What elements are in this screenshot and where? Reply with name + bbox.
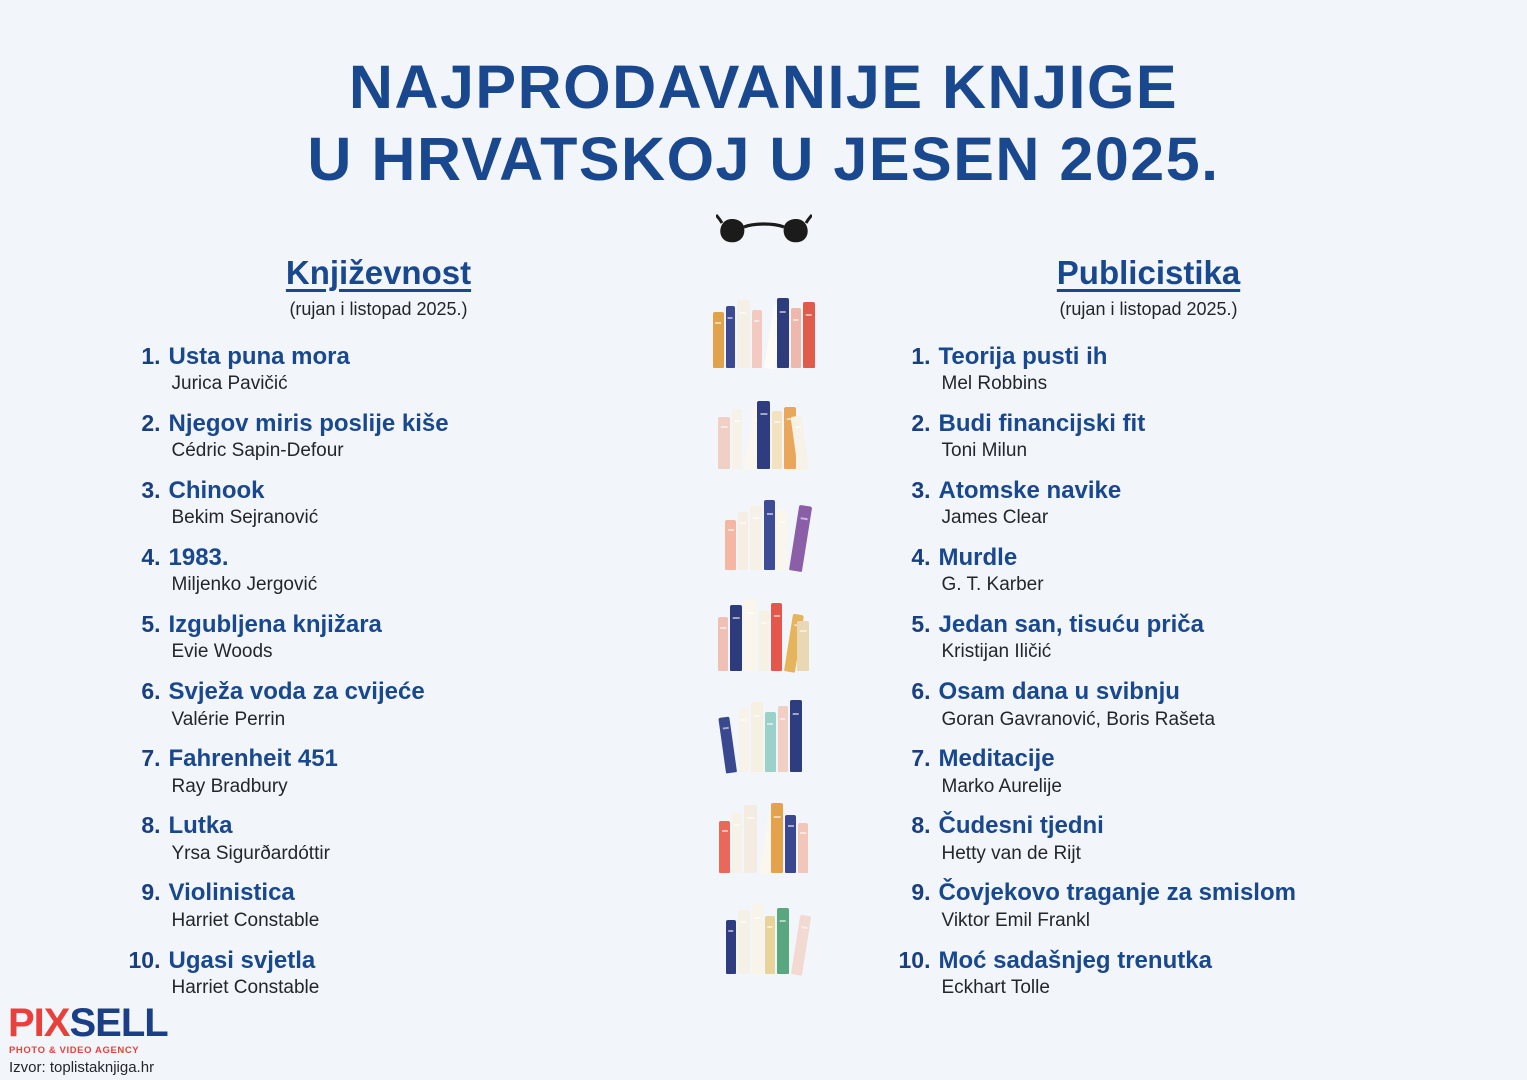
list-item-title: Svježa voda za cvijeće <box>168 678 425 706</box>
list-item <box>119 946 639 1000</box>
list-item-title: Budi financijski fit <box>938 410 1146 437</box>
book-stack-icon <box>703 290 825 368</box>
list-item-title: Izgubljena knjižara <box>168 611 382 639</box>
book-stack-icon <box>703 795 825 873</box>
logo-text-sell: SELL <box>69 1001 168 1045</box>
column-left-heading: Književnost <box>285 253 472 291</box>
page-title-line-1: NAJPRODAVANIJE KNJIGE <box>348 53 1179 121</box>
list-item-rank: 5. <box>141 611 161 638</box>
list-item-title: Teorija pusti ih <box>938 342 1108 370</box>
list-item-author: Hetty van de Rijt <box>941 842 1081 864</box>
list-item <box>889 543 1409 597</box>
list-item <box>119 476 639 530</box>
list-item <box>889 342 1409 396</box>
list-item <box>889 409 1409 463</box>
list-item-rank: 7. <box>141 745 161 772</box>
list-item <box>889 811 1409 865</box>
list-item-rank: 7. <box>911 745 931 772</box>
list-item <box>119 409 639 463</box>
column-knjizevnost <box>119 254 649 1013</box>
column-right-subheading: (rujan i listopad 2025.) <box>1059 298 1238 319</box>
list-item-title: Njegov miris poslije kiše <box>168 410 449 437</box>
column-right-heading: Publicistika <box>1056 253 1241 291</box>
list-item-rank: 4. <box>911 544 931 571</box>
pixsell-logo <box>8 1003 168 1043</box>
list-item <box>889 610 1409 664</box>
list-item-rank: 10. <box>898 946 931 973</box>
list-item-title: Chinook <box>168 477 265 505</box>
page-title <box>0 0 1527 196</box>
list-item-rank: 9. <box>141 879 161 906</box>
book-stack-icon <box>703 593 825 671</box>
list-item-author: Miljenko Jergović <box>171 574 318 596</box>
list-item-title: Violinistica <box>168 879 295 907</box>
list-item-title: Atomske navike <box>938 477 1122 505</box>
list-item-rank: 3. <box>141 477 161 504</box>
list-item-author: Evie Woods <box>171 641 273 663</box>
page-title-line-2: U HRVATSKOJ U JESEN 2025. <box>307 124 1220 193</box>
list-item <box>119 878 639 932</box>
list-item-rank: 2. <box>911 410 931 436</box>
list-item-rank: 5. <box>911 611 931 638</box>
list-item-author: Cédric Sapin-Defour <box>171 440 344 462</box>
list-item <box>119 677 639 731</box>
list-item <box>889 744 1409 798</box>
list-item-title: Čovjekovo traganje za smislom <box>938 879 1296 907</box>
list-item-rank: 10. <box>128 946 161 973</box>
list-item <box>119 744 639 798</box>
list-item-rank: 4. <box>141 544 161 571</box>
list-item-author: Ray Bradbury <box>171 775 288 797</box>
list-item-rank: 3. <box>911 477 931 504</box>
left-list <box>119 342 639 1000</box>
list-item-author: G. T. Karber <box>941 574 1044 596</box>
list-item <box>889 677 1409 731</box>
list-item-author: Marko Aurelije <box>941 775 1062 797</box>
list-item-rank: 6. <box>141 678 161 705</box>
list-item-rank: 1. <box>911 342 931 369</box>
right-list <box>889 342 1409 1000</box>
book-stack-icon <box>703 896 825 974</box>
list-item-rank: 8. <box>911 812 931 839</box>
list-item-title: Lutka <box>168 812 233 840</box>
source-credit: Izvor: toplistaknjiga.hr <box>9 1059 155 1076</box>
book-stack-icon <box>703 391 825 469</box>
book-stack-icon <box>703 492 825 570</box>
list-item <box>119 811 639 865</box>
list-item-author: Harriet Constable <box>171 909 320 931</box>
list-item-author: James Clear <box>941 507 1049 529</box>
book-stack-icon <box>703 694 825 772</box>
list-item-title: 1983. <box>168 544 229 572</box>
book-stacks-decoration <box>649 254 879 997</box>
list-item-author: Eckhart Tolle <box>941 976 1050 998</box>
lists-container <box>0 254 1527 1013</box>
list-item <box>889 476 1409 530</box>
list-item <box>119 342 639 396</box>
list-item <box>889 878 1409 932</box>
list-item <box>889 946 1409 1000</box>
list-item-rank: 1. <box>141 342 161 369</box>
column-left-subheading: (rujan i listopad 2025.) <box>289 298 468 319</box>
list-item-rank: 2. <box>141 410 161 436</box>
list-item-rank: 9. <box>911 879 931 906</box>
logo-text-pix: PIX <box>8 1001 70 1045</box>
list-item-author: Jurica Pavičić <box>171 373 288 395</box>
list-item-author: Kristijan Iličić <box>941 641 1052 663</box>
list-item-title: Meditacije <box>938 745 1055 773</box>
footer <box>8 1003 168 1076</box>
logo-tagline: PHOTO & VIDEO AGENCY <box>9 1045 140 1056</box>
list-item-title: Jedan san, tisuću priča <box>938 611 1204 639</box>
list-item-rank: 8. <box>141 812 161 839</box>
list-item-author: Toni Milun <box>941 440 1028 462</box>
column-publicistika <box>879 254 1409 1013</box>
list-item-rank: 6. <box>911 678 931 705</box>
list-item <box>119 610 639 664</box>
list-item-title: Čudesni tjedni <box>938 812 1104 840</box>
list-item-author: Bekim Sejranović <box>171 507 319 529</box>
glasses-icon <box>716 210 812 248</box>
list-item <box>119 543 639 597</box>
list-item-author: Viktor Emil Frankl <box>941 909 1091 931</box>
list-item-author: Goran Gavranović, Boris Rašeta <box>941 708 1216 730</box>
glasses-icon-wrap <box>0 210 1527 250</box>
list-item-title: Moć sadašnjeg trenutka <box>938 946 1212 974</box>
list-item-title: Usta puna mora <box>168 342 350 370</box>
list-item-title: Fahrenheit 451 <box>168 745 338 773</box>
list-item-author: Yrsa Sigurðardóttir <box>171 842 330 864</box>
list-item-author: Harriet Constable <box>171 976 320 998</box>
list-item-title: Murdle <box>938 544 1018 572</box>
list-item-title: Osam dana u svibnju <box>938 678 1180 706</box>
list-item-author: Mel Robbins <box>941 373 1048 395</box>
list-item-title: Ugasi svjetla <box>168 946 316 974</box>
list-item-author: Valérie Perrin <box>171 708 286 730</box>
